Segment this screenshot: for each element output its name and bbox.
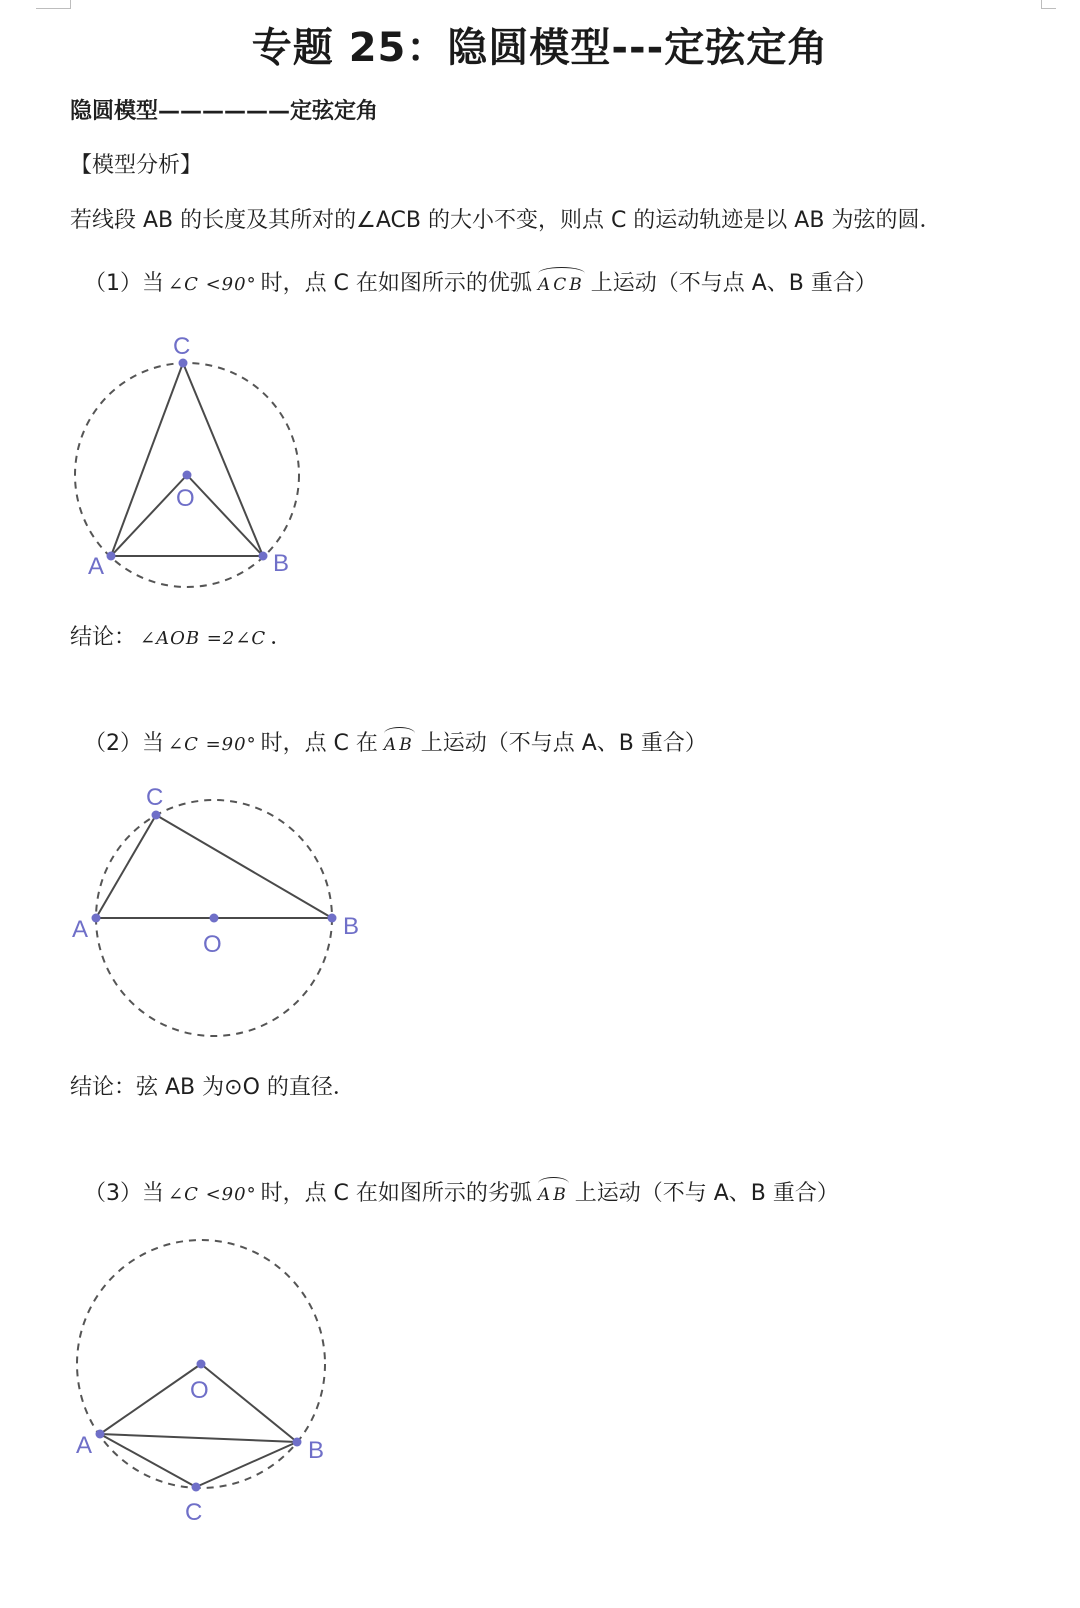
figure-2-label-a: A <box>72 916 89 943</box>
figure-2-label-b: B <box>343 913 360 940</box>
figure-3-point-b <box>293 1438 302 1447</box>
figure-1-label-b: B <box>273 550 290 577</box>
figure-3-segment-ac <box>100 1434 196 1487</box>
figure-1-label-o: O <box>176 485 195 512</box>
conclusion-1-label: 结论： <box>70 625 137 650</box>
case-2-arc: AB <box>384 729 415 755</box>
case-2-condition: ∠C =90° <box>168 734 257 755</box>
figure-3-label-c: C <box>185 1499 203 1526</box>
conclusion-2: 结论：弦 AB 为⊙O 的直径． <box>70 1075 355 1100</box>
conclusion-1-formula: ∠AOB =2∠C <box>140 628 267 649</box>
case-1-prefix: （1）当 <box>84 271 164 296</box>
case-3-condition: ∠C <90° <box>168 1184 257 1205</box>
intro-paragraph: 若线段 AB 的长度及其所对的∠ACB 的大小不变，则点 C 的运动轨迹是以 AB 为弦的圆． <box>70 208 942 233</box>
case-1-middle: 时，点 C 在如图所示的优弧 <box>260 271 532 296</box>
figure-1-label-a: A <box>88 553 105 580</box>
figure-2-label-o: O <box>203 931 222 958</box>
case-2-prefix: （2）当 <box>84 731 164 756</box>
case-1-arc: ACB <box>538 269 585 295</box>
figure-1-label-c: C <box>173 333 191 360</box>
figure-3-segment-ab <box>100 1434 297 1442</box>
case-1-suffix: 上运动（不与点 A、B 重合） <box>590 271 877 296</box>
subtitle: 隐圆模型——————定弦定角 <box>70 99 379 124</box>
figure-3-label-b: B <box>308 1437 325 1464</box>
case-3-prefix: （3）当 <box>84 1181 164 1206</box>
case-3-arc: AB <box>538 1179 569 1205</box>
case-3-suffix: 上运动（不与 A、B 重合） <box>574 1181 839 1206</box>
case-2-middle: 时，点 C 在 <box>260 731 378 756</box>
figure-3-point-o <box>197 1360 206 1369</box>
figure-3-point-a <box>96 1430 105 1439</box>
figure-3-label-a: A <box>76 1432 93 1459</box>
figure-3-segment-ob <box>201 1364 297 1442</box>
page-title: 专题 25：隐圆模型---定弦定角 <box>251 25 829 71</box>
figure-3-label-o: O <box>190 1377 209 1404</box>
case-1-condition: ∠C <90° <box>168 274 257 295</box>
conclusion-1-end: ． <box>270 625 293 650</box>
figure-3-point-c <box>192 1483 201 1492</box>
figure-2-label-c: C <box>146 784 164 811</box>
section-heading: 【模型分析】 <box>70 153 203 178</box>
case-2-suffix: 上运动（不与点 A、B 重合） <box>420 731 707 756</box>
figure-3-segment-ao <box>100 1364 201 1434</box>
case-3-middle: 时，点 C 在如图所示的劣弧 <box>260 1181 532 1206</box>
